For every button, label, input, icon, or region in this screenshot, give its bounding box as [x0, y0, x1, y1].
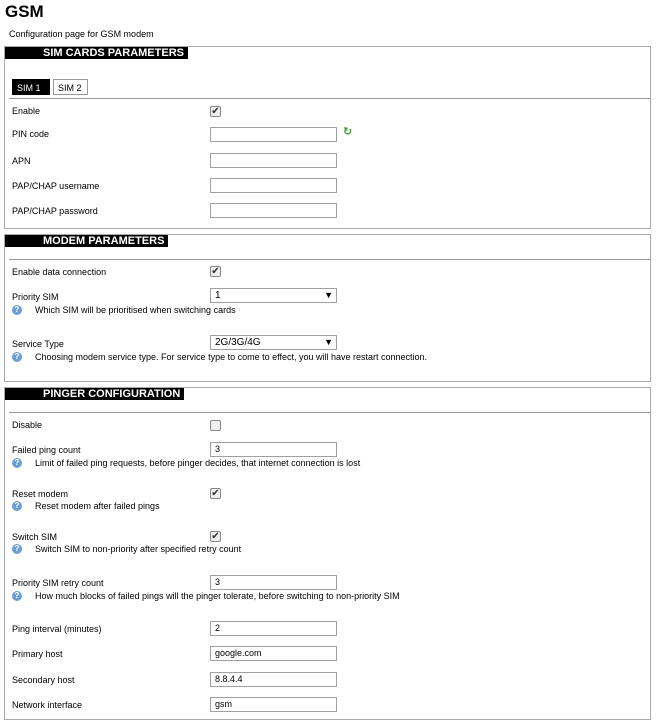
chevron-down-icon: ▼: [324, 337, 333, 347]
reset-modem-label: Reset modem: [12, 489, 69, 499]
tab-sim-1[interactable]: SIM 1: [12, 79, 50, 95]
priority-sim-select[interactable]: [210, 288, 337, 303]
check-icon: ✔: [211, 106, 220, 117]
switch-sim-help: Switch SIM to non-priority after specified retry count: [35, 544, 242, 554]
enable-checkbox[interactable]: [210, 106, 221, 117]
modem-separator: [9, 259, 650, 260]
switch-sim-checkbox[interactable]: [210, 531, 221, 542]
help-icon: ?: [12, 544, 22, 554]
primary-host-input[interactable]: google.com: [210, 646, 337, 661]
sim-cards-fieldset: [4, 46, 651, 229]
password-input[interactable]: [210, 203, 337, 218]
pinger-legend: PINGER CONFIGURATION: [5, 388, 184, 400]
failed-ping-help: Limit of failed ping requests, before pinger decides, that internet connection is lost: [35, 458, 361, 468]
page-description: Configuration page for GSM modem: [9, 29, 154, 39]
priority-sim-value: 1: [215, 290, 221, 301]
pinger-fieldset: [4, 387, 651, 720]
service-type-help: Choosing modem service type. For service type to come to effect, you will have restart connection.: [35, 352, 428, 362]
check-icon: ✔: [211, 488, 220, 499]
apn-label: APN: [12, 156, 31, 166]
ping-interval-input[interactable]: 2: [210, 621, 337, 636]
service-type-label: Service Type: [12, 339, 64, 349]
retry-count-input[interactable]: 3: [210, 575, 337, 590]
tabs-separator: [9, 98, 650, 99]
network-interface-input[interactable]: gsm: [210, 697, 337, 712]
data-connection-checkbox[interactable]: [210, 266, 221, 277]
priority-sim-label: Priority SIM: [12, 292, 59, 302]
disable-checkbox[interactable]: [210, 420, 221, 431]
primary-host-label: Primary host: [12, 649, 63, 659]
data-connection-label: Enable data connection: [12, 267, 107, 277]
secondary-host-label: Secondary host: [12, 675, 75, 685]
disable-label: Disable: [12, 420, 43, 430]
help-icon: ?: [12, 501, 22, 511]
switch-sim-label: Switch SIM: [12, 532, 58, 542]
service-type-select[interactable]: [210, 335, 337, 350]
chevron-down-icon: ▼: [324, 290, 333, 300]
sim-cards-legend: SIM CARDS PARAMETERS: [5, 47, 188, 59]
priority-sim-help: Which SIM will be prioritised when switching cards: [35, 305, 236, 315]
username-input[interactable]: [210, 178, 337, 193]
secondary-host-input[interactable]: 8.8.4.4: [210, 672, 337, 687]
username-label: PAP/CHAP username: [12, 181, 100, 191]
help-icon: ?: [12, 305, 22, 315]
help-icon: ?: [12, 352, 22, 362]
network-interface-label: Network interface: [12, 700, 83, 710]
failed-ping-input[interactable]: 3: [210, 442, 337, 457]
reset-modem-checkbox[interactable]: [210, 488, 221, 499]
check-icon: ✔: [211, 531, 220, 542]
check-icon: ✔: [211, 266, 220, 277]
page-title: GSM: [5, 2, 44, 21]
refresh-icon[interactable]: ↻: [343, 126, 353, 138]
modem-legend: MODEM PARAMETERS: [5, 235, 168, 247]
ping-interval-label: Ping interval (minutes): [12, 624, 102, 634]
retry-count-label: Priority SIM retry count: [12, 578, 104, 588]
pin-code-label: PIN code: [12, 129, 50, 139]
reset-modem-help: Reset modem after failed pings: [35, 501, 160, 511]
pin-code-input[interactable]: [210, 127, 337, 142]
enable-label: Enable: [12, 106, 41, 116]
service-type-value: 2G/3G/4G: [215, 337, 261, 348]
failed-ping-label: Failed ping count: [12, 445, 81, 455]
modem-fieldset: [4, 234, 651, 382]
pinger-separator: [9, 412, 650, 413]
help-icon: ?: [12, 458, 22, 468]
tab-sim-2[interactable]: SIM 2: [53, 79, 88, 95]
apn-input[interactable]: [210, 153, 337, 168]
password-label: PAP/CHAP password: [12, 206, 98, 216]
retry-count-help: How much blocks of failed pings will the pinger tolerate, before switching to non-priority SIM: [35, 591, 400, 601]
help-icon: ?: [12, 591, 22, 601]
